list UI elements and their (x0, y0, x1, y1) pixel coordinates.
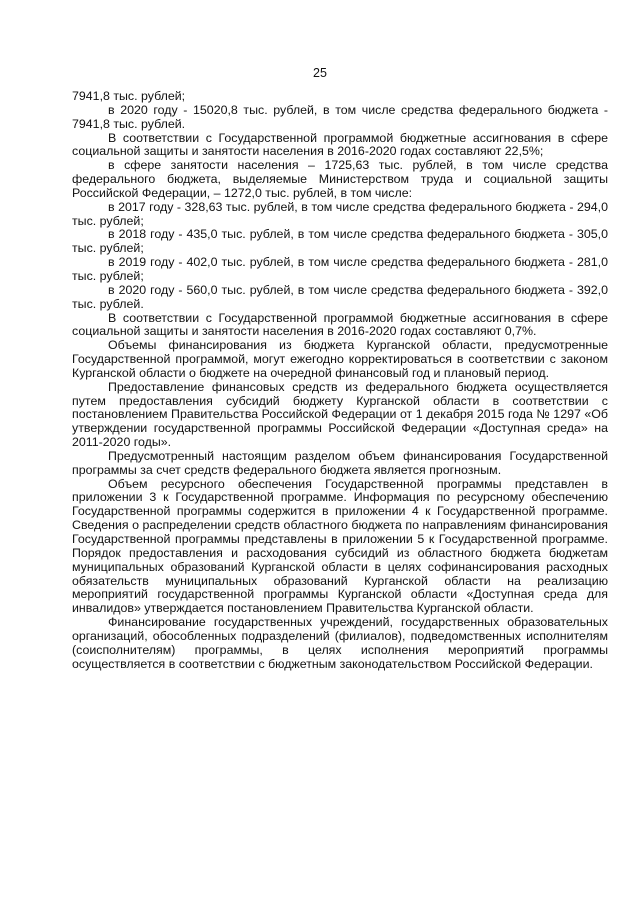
paragraph: в 2020 году - 15020,8 тыс. рублей, в том числе средства федерального бюджета - 7941,8 тыс. рублей. (72, 102, 608, 131)
paragraph: в сфере занятости населения – 1725,63 тыс. рублей, в том числе средства федерального бюджета, выделяемые Министерством труда и социальной защиты Российской Федерации, – 1272,0 тыс. рублей, в том числе: (72, 158, 608, 200)
paragraph: Предусмотренный настоящим разделом объем финансирования Государственной программы за счет средств федерального бюджета является прогнозным. (72, 448, 608, 477)
paragraph: Объемы финансирования из бюджета Курганской области, предусмотренные Государственной программой, могут ежегодно корректироваться в соответствии с законом Курганской области о бюджете на очередной финансовый год и плановый период. (72, 338, 608, 380)
document-body (72, 90, 608, 671)
paragraph: Объем ресурсного обеспечения Государственной программы представлен в приложении 3 к Государственной программе. Информация по ресурсному обеспечению Государственной программы содержится в приложении 4 к Государственной программе. Сведения о распределении средств областного бюджета по направлениям финансирования Государственной программы представлены в приложении 5 к Государственной программе. Порядок предоставления и расходования субсидий из областного бюджета бюджетам муниципальных образований Курганской области в целях софинансирования расходных обязательств муниципальных образований Курганской области на реализацию мероприятий государственной программы Курганской области «Доступная среда для инвалидов» утверждается постановлением Правительства Курганской области. (72, 476, 608, 616)
paragraph: Финансирование государственных учреждений, государственных образовательных организаций, обособленных подразделений (филиалов), подведомственных исполнителям (соисполнителям) программы, в целях исполнения мероприятий программы осуществляется в соответствии с бюджетным законодательством Российской Федерации. (72, 615, 608, 671)
paragraph: В соответствии с Государственной программой бюджетные ассигнования в сфере социальной защиты и занятости населения в 2016-2020 годах составляют 22,5%; (72, 130, 608, 159)
paragraph: в 2019 году - 402,0 тыс. рублей, в том числе средства федерального бюджета - 281,0 тыс. рублей; (72, 255, 608, 283)
paragraph: В соответствии с Государственной программой бюджетные ассигнования в сфере социальной защиты и занятости населения в 2016-2020 годах составляют 0,7%. (72, 310, 608, 339)
page-number: 25 (313, 66, 327, 80)
paragraph: в 2018 году - 435,0 тыс. рублей, в том числе средства федерального бюджета - 305,0 тыс. рублей; (72, 227, 608, 256)
paragraph: в 2017 году - 328,63 тыс. рублей, в том числе средства федерального бюджета - 294,0 тыс. рублей; (72, 199, 608, 228)
paragraph: 7941,8 тыс. рублей; (72, 89, 186, 103)
paragraph: в 2020 году - 560,0 тыс. рублей, в том числе средства федерального бюджета - 392,0 тыс. рублей. (72, 282, 608, 311)
paragraph: Предоставление финансовых средств из федерального бюджета осуществляется путем предоставления субсидий бюджету Курганской области в соответствии с постановлением Правительства Российской Федерации от 1 декабря 2015 года № 1297 «Об утверждении государственной программы Российской Федерации «Доступная среда» на 2011-2020 годы». (72, 379, 608, 450)
